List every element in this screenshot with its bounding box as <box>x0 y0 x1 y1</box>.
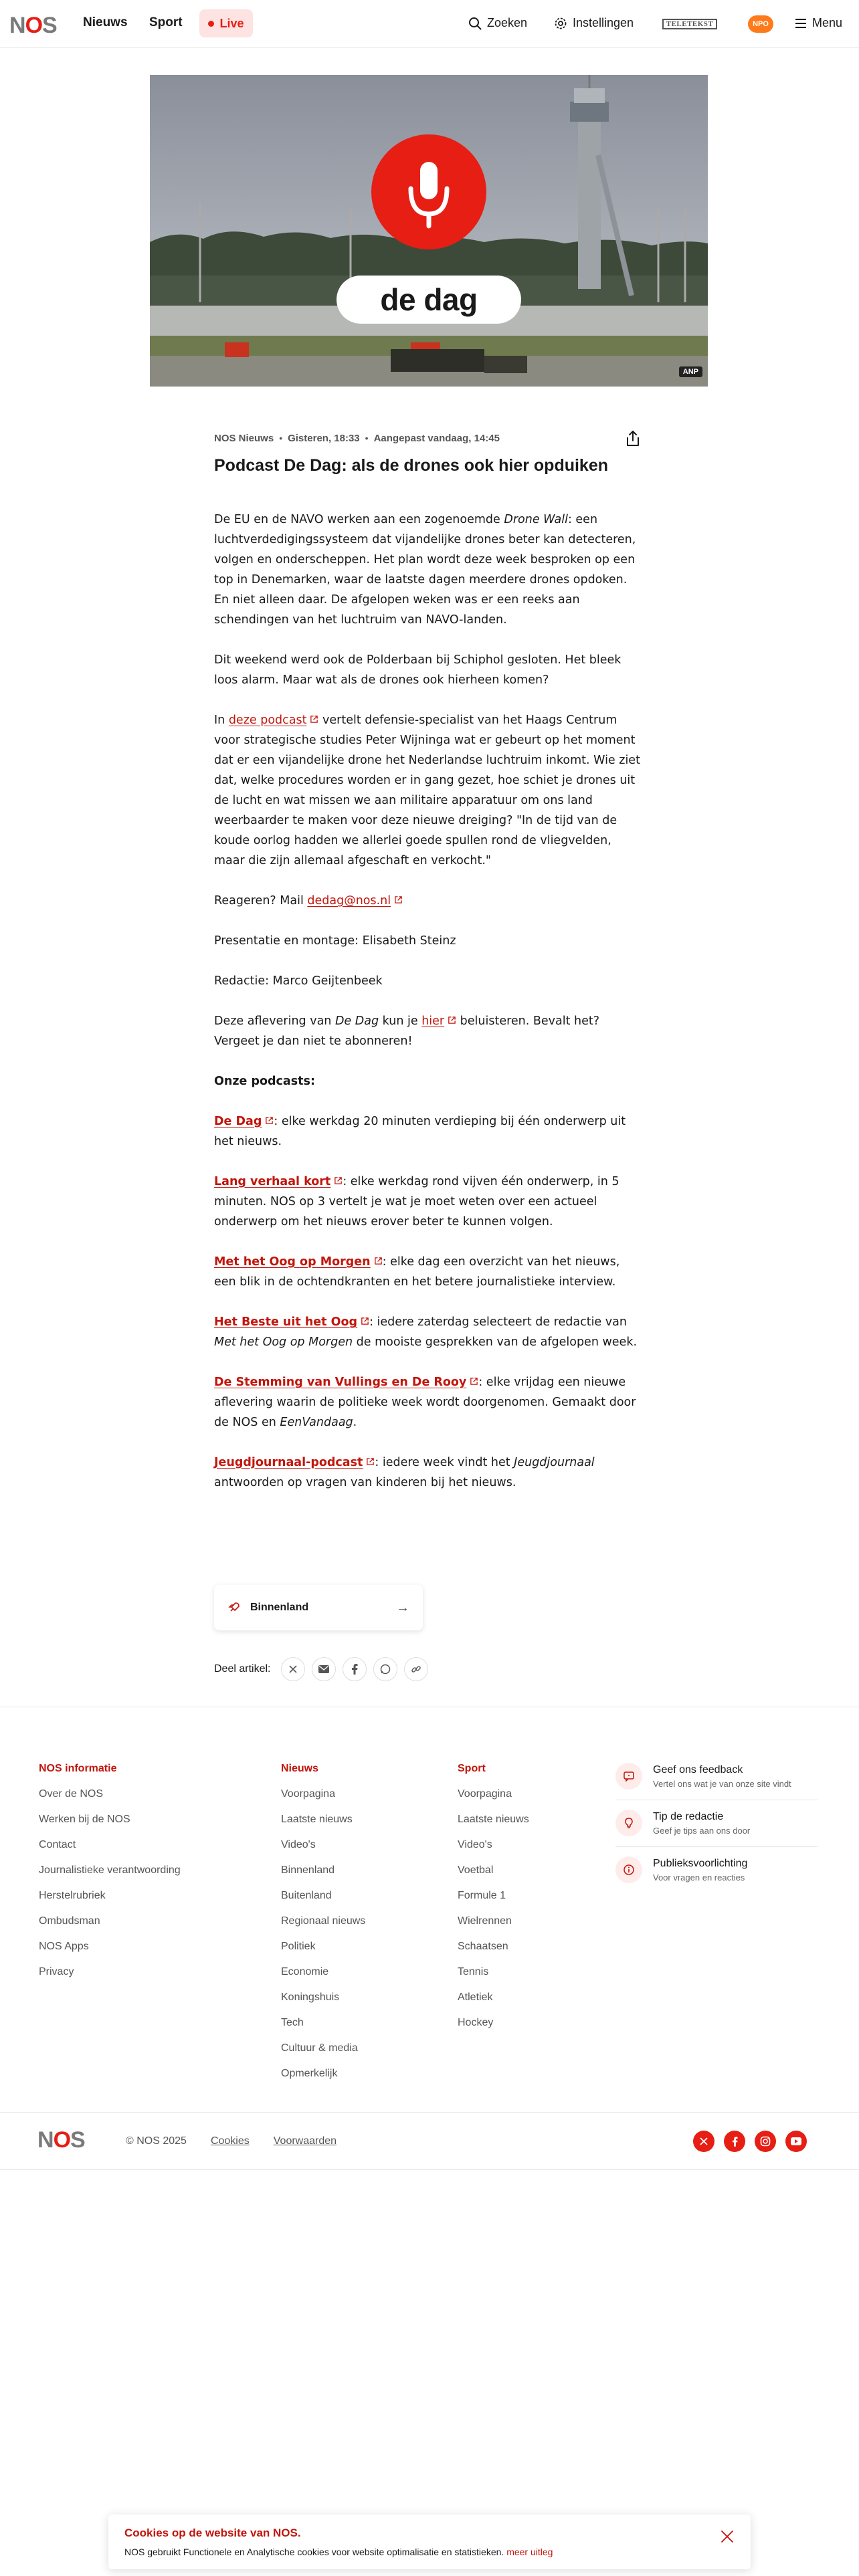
info-icon <box>615 1856 642 1883</box>
podcast-item: Lang verhaal kort : elke werkdag rond vijven één onderwerp, in 5 minuten. NOS op 3 vertelt je wat je moet weten over een actueel onderwerp om het nieuws erover beter te kunnen volgen. <box>214 1175 619 1228</box>
paragraph: Dit weekend werd ook de Polderbaan bij Schiphol gesloten. Het bleek loos alarm. Maar wat als de drones ook hierheen komen? <box>214 653 622 687</box>
footer-contact-list <box>615 1763 818 1903</box>
x-icon <box>288 1665 298 1674</box>
share-icon[interactable] <box>624 429 642 448</box>
terms-link[interactable]: Voorwaarden <box>273 2135 337 2147</box>
podcast-item: De Dag : elke werkdag 20 minuten verdieping bij één onderwerp uit het nieuws. <box>214 1115 626 1148</box>
youtube-social-button[interactable] <box>785 2131 807 2152</box>
cookie-banner <box>108 2514 751 2569</box>
footer-col-nieuws <box>281 1763 365 2092</box>
nav-nieuws[interactable]: Nieuws <box>83 15 128 29</box>
podcast-link-de-stemming[interactable]: De Stemming van Vullings en De Rooy <box>214 1376 467 1389</box>
footer-link[interactable]: Atletiek <box>458 1992 493 2003</box>
live-dot-icon <box>208 21 214 27</box>
article-body <box>214 510 642 1493</box>
article-meta <box>214 428 642 448</box>
footer-link[interactable]: Journalistieke verantwoording <box>39 1864 181 1876</box>
facebook-icon <box>351 1664 358 1675</box>
podcast-link-de-dag[interactable]: De Dag <box>214 1115 262 1128</box>
live-button[interactable] <box>199 9 253 37</box>
footer-link[interactable]: Ombudsman <box>39 1915 100 1927</box>
nav-sport[interactable]: Sport <box>149 15 183 29</box>
close-icon[interactable] <box>720 2529 735 2544</box>
footer-link[interactable]: Tech <box>281 2017 304 2028</box>
footer-link[interactable]: Werken bij de NOS <box>39 1814 130 1825</box>
footer-divider <box>0 2112 859 2113</box>
youtube-icon <box>791 2137 801 2145</box>
footer-link[interactable]: Hockey <box>458 2017 494 2028</box>
footer-link[interactable]: Cultuur & media <box>281 2042 358 2054</box>
footer-link[interactable]: Laatste nieuws <box>281 1814 353 1825</box>
link-icon <box>411 1664 421 1675</box>
share-facebook-button[interactable] <box>343 1657 367 1681</box>
share-whatsapp-button[interactable] <box>373 1657 397 1681</box>
cookie-title: Cookies op de website van NOS. <box>124 2527 301 2539</box>
paragraph: Redactie: Marco Geijtenbeek <box>214 974 383 988</box>
footer-heading: Sport <box>458 1763 486 1774</box>
footer-col-sport <box>458 1763 529 2041</box>
footer-link[interactable]: Contact <box>39 1839 76 1850</box>
gear-icon <box>554 17 567 30</box>
site-header <box>0 0 859 48</box>
external-link-icon <box>361 1317 369 1325</box>
footer-col-nos-informatie <box>39 1763 181 1990</box>
footer-link[interactable]: Voorpagina <box>458 1788 512 1800</box>
footer-link[interactable]: Tennis <box>458 1966 489 1977</box>
paragraph: Deze aflevering van De Dag kun je hier beluisteren. Bevalt het? Vergeet je dan niet te abonneren! <box>214 1014 600 1048</box>
meta-separator: • <box>279 433 283 443</box>
tip-link[interactable] <box>615 1810 818 1847</box>
menu-button[interactable] <box>795 16 842 30</box>
footer-link[interactable]: NOS Apps <box>39 1941 89 1952</box>
photo-credit: ANP <box>679 366 702 377</box>
menu-label: Menu <box>812 16 843 29</box>
tip-subtitle: Geef je tips aan ons door <box>653 1826 751 1836</box>
footer-heading: NOS informatie <box>39 1763 117 1774</box>
footer-link[interactable]: Buitenland <box>281 1890 332 1901</box>
podcast-item: Het Beste uit het Oog : iedere zaterdag selecteert de redactie van Met het Oog op Morgen de mooiste gesprekken van de afgelopen week. <box>214 1315 638 1349</box>
article <box>214 428 642 1513</box>
tag-label: Binnenland <box>250 1602 309 1613</box>
footer-link[interactable]: Video's <box>458 1839 492 1850</box>
footer-link[interactable]: Privacy <box>39 1966 74 1977</box>
listen-here-link[interactable]: hier <box>421 1014 445 1028</box>
updated-time: Aangepast vandaag, 14:45 <box>373 432 500 444</box>
paragraph: Presentatie en montage: Elisabeth Steinz <box>214 934 456 948</box>
cookies-link[interactable]: Cookies <box>210 2135 250 2147</box>
footer-link[interactable]: Laatste nieuws <box>458 1814 529 1825</box>
whatsapp-icon <box>380 1664 391 1675</box>
footer-legal <box>126 2135 337 2147</box>
footer-link[interactable]: Voorpagina <box>281 1788 335 1800</box>
external-link-icon <box>374 1257 383 1265</box>
publieksvoorlichting-link[interactable] <box>615 1856 818 1893</box>
podcast-item: Jeugdjournaal-podcast : iedere week vindt het Jeugdjournaal antwoorden op vragen van kinderen bij het nieuws. <box>214 1456 595 1489</box>
external-link-icon <box>334 1176 343 1185</box>
meta-separator: • <box>365 433 369 443</box>
cookie-text: NOS gebruikt Functionele en Analytische cookies voor website optimalisatie en statistieken. meer uitleg <box>124 2547 553 2557</box>
podcast-link-met-het-oog[interactable]: Met het Oog op Morgen <box>214 1255 371 1269</box>
footer-link[interactable]: Regionaal nieuws <box>281 1915 366 1927</box>
external-link-icon <box>394 895 403 904</box>
arrow-right-icon: → <box>396 1600 409 1615</box>
share-x-button[interactable] <box>281 1657 305 1681</box>
footer-heading: Nieuws <box>281 1763 319 1774</box>
paragraph: In deze podcast vertelt defensie-specialist van het Haags Centrum voor strategische studies Peter Wijninga wat er gebeurt op het moment dat er een vijandelijke drone het Nederlandse luchtruim inkomt. Wie ziet dat, welke procedures worden er in gang gezet, hoe schiet je drones uit de lucht en wat missen we aan militaire apparatuur om ons land weerbaarder te maken voor deze nieuwe dreiging? "In de tijd van de koude oorlog hadden we allerlei goede spullen rond de vliegvelden, maar die zijn allemaal afgeschaft en verkocht." <box>214 714 640 867</box>
footer-link[interactable]: Economie <box>281 1966 329 1977</box>
podcast-link[interactable]: deze podcast <box>228 714 307 727</box>
footer-nos-logo[interactable]: NOS <box>37 2127 85 2153</box>
podcast-link-lang-verhaal-kort[interactable]: Lang verhaal kort <box>214 1175 331 1188</box>
cookie-more-info-link[interactable]: meer uitleg <box>506 2547 553 2557</box>
footer-link[interactable]: Voetbal <box>458 1864 494 1876</box>
x-icon <box>699 2137 708 2146</box>
instagram-icon <box>760 2136 771 2147</box>
nos-logo[interactable]: NOS <box>9 13 57 38</box>
search-icon <box>468 17 482 30</box>
footer-divider <box>0 2169 859 2170</box>
footer-link[interactable]: Opmerkelijk <box>281 2068 338 2079</box>
footer-link[interactable]: Wielrennen <box>458 1915 512 1927</box>
feedback-subtitle: Vertel ons wat je van onze site vindt <box>653 1779 791 1789</box>
podcast-title-pill: de dag <box>380 282 478 317</box>
footer-link[interactable]: Politiek <box>281 1941 316 1952</box>
rocket-icon <box>227 1601 241 1614</box>
teletekst-link[interactable]: TELETEKST <box>662 19 717 29</box>
podcast-link-jeugdjournaal[interactable]: Jeugdjournaal-podcast <box>214 1456 363 1469</box>
search-label: Zoeken <box>487 16 528 29</box>
share-label: Deel artikel: <box>214 1663 271 1675</box>
paragraph: De EU en de NAVO werken aan een zogenoemde Drone Wall: een luchtverdedigingssysteem dat vijandelijke drones beter kan detecteren, volgen en onderscheppen. Het plan wordt deze week besproken op een top in Denemarken, waar de laatste dagen meerdere drones opdoken. En niet alleen daar. De afgelopen weken was er een reeks aan schendingen van het luchtruim van NAVO-landen. <box>214 513 636 627</box>
mail-icon <box>318 1665 329 1673</box>
external-link-icon <box>366 1457 375 1466</box>
email-link[interactable]: dedag@nos.nl <box>307 894 391 907</box>
lightbulb-icon <box>615 1810 642 1836</box>
share-email-button[interactable] <box>312 1657 336 1681</box>
share-row <box>214 1657 428 1681</box>
instagram-social-button[interactable] <box>755 2131 776 2152</box>
settings-button[interactable] <box>554 16 634 30</box>
publieksvoorlichting-title: Publieksvoorlichting <box>653 1858 748 1869</box>
footer-link[interactable]: Over de NOS <box>39 1788 104 1800</box>
copyright: © NOS 2025 <box>126 2135 187 2147</box>
chat-icon <box>615 1763 642 1790</box>
footer-link[interactable]: Binnenland <box>281 1864 335 1876</box>
footer-link[interactable]: Video's <box>281 1839 316 1850</box>
podcast-item: Met het Oog op Morgen : elke dag een overzicht van het nieuws, een blik in de ochtendkranten en het betere journalistieke interview. <box>214 1255 620 1289</box>
published-time: Gisteren, 18:33 <box>288 432 360 444</box>
external-link-icon <box>448 1016 456 1025</box>
facebook-icon <box>732 2137 738 2147</box>
feedback-link[interactable] <box>615 1763 818 1800</box>
paragraph: Reageren? Mail dedag@nos.nl <box>214 891 642 911</box>
podcast-item: De Stemming van Vullings en De Rooy : elke vrijdag een nieuwe aflevering waarin de politieke week wordt doorgenomen. Gemaakt door de NOS en EenVandaag. <box>214 1376 636 1429</box>
facebook-social-button[interactable] <box>724 2131 745 2152</box>
live-label: Live <box>219 16 244 30</box>
external-link-icon <box>470 1377 478 1386</box>
footer-link[interactable]: Koningshuis <box>281 1992 340 2003</box>
publieksvoorlichting-subtitle: Voor vragen en reacties <box>653 1872 745 1883</box>
search-button[interactable] <box>468 16 527 30</box>
hero-image <box>150 75 708 387</box>
footer-link[interactable]: Herstelrubriek <box>39 1890 106 1901</box>
x-social-button[interactable] <box>693 2131 714 2152</box>
podcasts-heading: Onze podcasts: <box>214 1075 315 1088</box>
footer-link[interactable]: Formule 1 <box>458 1890 506 1901</box>
feedback-title: Geef ons feedback <box>653 1764 743 1776</box>
article-source: NOS Nieuws <box>214 432 274 444</box>
external-link-icon <box>310 715 318 724</box>
article-title: Podcast De Dag: als de drones ook hier opduiken <box>214 456 609 475</box>
hamburger-icon <box>795 18 807 29</box>
external-link-icon <box>265 1116 274 1125</box>
podcast-link-beste-uit-oog[interactable]: Het Beste uit het Oog <box>214 1315 358 1329</box>
tip-title: Tip de redactie <box>653 1811 724 1822</box>
copy-link-button[interactable] <box>404 1657 428 1681</box>
npo-logo[interactable]: NPO <box>748 15 773 33</box>
footer-link[interactable]: Schaatsen <box>458 1941 508 1952</box>
settings-label: Instellingen <box>573 16 634 29</box>
airport-scene-illustration <box>150 75 708 387</box>
tag-binnenland[interactable] <box>214 1585 423 1630</box>
social-links <box>693 2131 807 2152</box>
